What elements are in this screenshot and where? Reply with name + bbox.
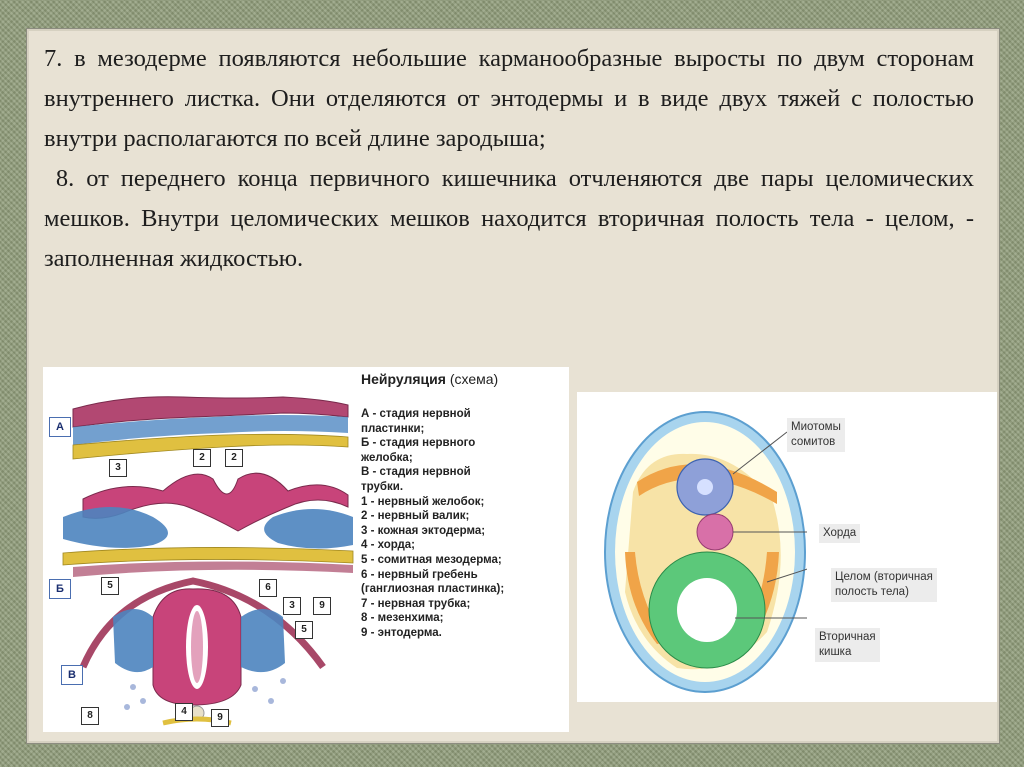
legend-item: 7 - нервная трубка;: [361, 597, 471, 610]
figure-number: 8: [81, 707, 99, 725]
figure-title: [361, 371, 498, 387]
figure-number: 3: [283, 597, 301, 615]
legend-item: 2 - нервный валик;: [361, 510, 470, 523]
legend-item: А - стадия нервной пластинки;: [361, 408, 471, 435]
body-text: [44, 39, 981, 279]
figure-number: 9: [211, 709, 229, 727]
stage-label-b: Б: [49, 579, 71, 599]
figure-number: 6: [259, 579, 277, 597]
label-chord: Хорда: [819, 524, 860, 543]
embryo-section-figure: [577, 392, 997, 702]
figure-number: 2: [225, 449, 243, 467]
paragraph-8: 8. от переднего конца первичного кишечника отчленяются две пары целомических мешков. Внутри целомических мешков находится вторичная полость тела - целом, - заполненная жидкостью.: [44, 165, 981, 272]
figure-number: 3: [109, 459, 127, 477]
legend-item: Б - стадия нервного желобка;: [361, 437, 476, 464]
figure-number: 4: [175, 703, 193, 721]
figure-number: 9: [313, 597, 331, 615]
stage-label-a: А: [49, 417, 71, 437]
legend-item: В - стадия нервной трубки.: [361, 466, 471, 493]
legend-item: 8 - мезенхима;: [361, 612, 444, 625]
label-secondary-gut: Вторичная кишка: [815, 628, 880, 662]
legend-item: 9 - энтодерма.: [361, 626, 442, 639]
neurulation-figure: [43, 367, 569, 732]
figure-title-main: Нейруляция: [361, 371, 446, 387]
figure-number: 5: [101, 577, 119, 595]
figure-number: 2: [193, 449, 211, 467]
label-myotomes: Миотомы сомитов: [787, 418, 845, 452]
slide: [26, 28, 1000, 744]
legend-item: 4 - хорда;: [361, 539, 416, 552]
label-coelom: Целом (вторичная полость тела): [831, 568, 937, 602]
legend-item: (ганглиозная пластинка);: [361, 583, 505, 596]
legend-item: 1 - нервный желобок;: [361, 495, 485, 508]
legend-item: 3 - кожная эктодерма;: [361, 524, 486, 537]
figure-legend: [361, 407, 569, 641]
legend-item: 5 - сомитная мезодерма;: [361, 553, 502, 566]
paragraph-7: 7. в мезодерме появляются небольшие карманообразные выросты по двум сторонам внутреннего листка. Они отделяются от энтодермы и в виде двух тяжей с полостью внутри располагаются по всей длине зародыша;: [44, 45, 974, 152]
legend-item: 6 - нервный гребень: [361, 568, 478, 581]
neurulation-drawing: [43, 367, 359, 732]
embryo-section-drawing: [577, 392, 807, 702]
figure-title-note: (схема): [449, 371, 499, 387]
stage-label-c: В: [61, 665, 83, 685]
figure-number: 5: [295, 621, 313, 639]
